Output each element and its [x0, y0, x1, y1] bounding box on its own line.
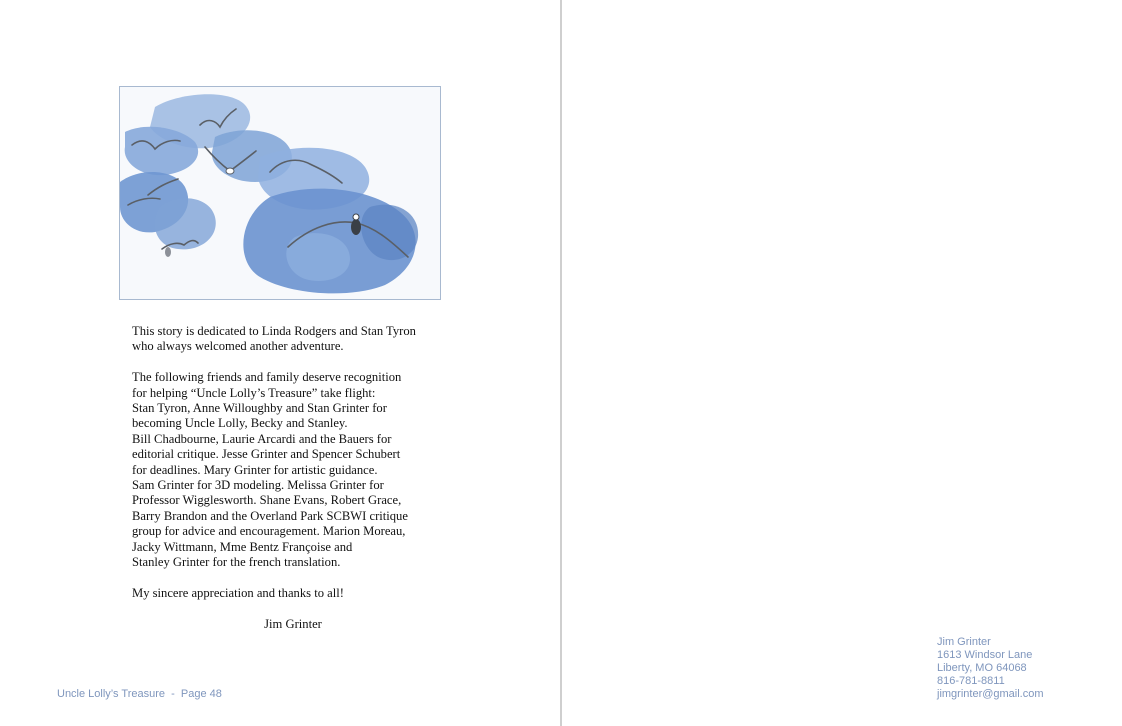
contact-block: [937, 636, 1044, 701]
contact-phone: 816-781-8811: [937, 675, 1005, 687]
contact-city: Liberty, MO 64068: [937, 662, 1027, 674]
seabirds-illustration: [119, 86, 441, 300]
left-page: [0, 0, 560, 726]
text-line: for helping “Uncle Lolly’s Treasure” take flight:: [132, 385, 376, 400]
text-line: This story is dedicated to Linda Rodgers and Stan Tyron: [132, 324, 416, 338]
text-line: Bill Chadbourne, Laurie Arcardi and the Bauers for: [132, 431, 392, 446]
acknowledgements-paragraph: [132, 370, 452, 570]
text-line: Stanley Grinter for the french translation.: [132, 555, 341, 570]
text-line: for deadlines. Mary Grinter for artistic guidance.: [132, 462, 378, 477]
text-line: who always welcomed another adventure.: [132, 339, 344, 354]
contact-name: Jim Grinter: [937, 636, 991, 648]
thanks-line: My sincere appreciation and thanks to all!: [132, 585, 344, 600]
dedication-paragraph: [132, 324, 452, 355]
text-line: Stan Tyron, Anne Willoughby and Stan Grinter for: [132, 401, 387, 416]
text-line: Professor Wigglesworth. Shane Evans, Robert Grace,: [132, 493, 402, 508]
contact-email: jimgrinter@gmail.com: [937, 688, 1044, 700]
text-line: The following friends and family deserve recognition: [132, 370, 402, 385]
text-line: group for advice and encouragement. Marion Moreau,: [132, 524, 406, 539]
right-page: [562, 0, 1122, 726]
contact-street: 1613 Windsor Lane: [937, 649, 1033, 661]
text-line: Jacky Wittmann, Mme Bentz Françoise and: [132, 539, 353, 554]
page-footer: Uncle Lolly’s Treasure - Page 48: [57, 688, 222, 700]
dedication-text: [132, 324, 452, 647]
text-line: Sam Grinter for 3D modeling. Melissa Grinter for: [132, 478, 384, 493]
text-line: editorial critique. Jesse Grinter and Spencer Schubert: [132, 447, 401, 462]
signature: Jim Grinter: [264, 616, 322, 631]
text-line: becoming Uncle Lolly, Becky and Stanley.: [132, 416, 348, 431]
watercolor-image: [120, 87, 440, 299]
text-line: Barry Brandon and the Overland Park SCBWI critique: [132, 508, 408, 523]
